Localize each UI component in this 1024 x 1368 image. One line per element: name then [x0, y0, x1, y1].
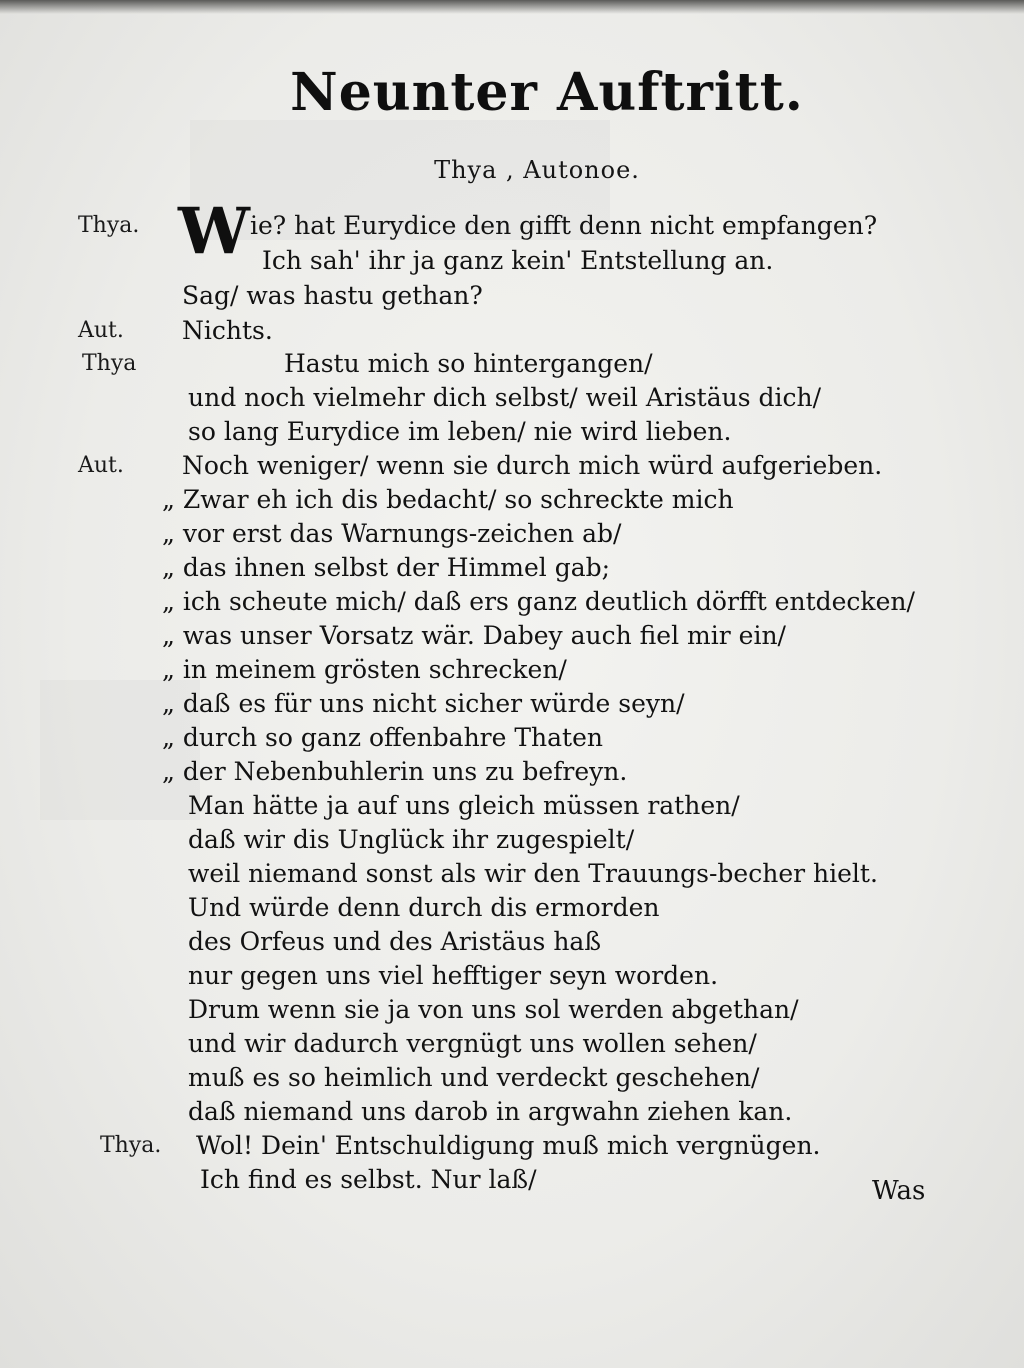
verse-line	[0, 518, 1024, 550]
speaker-label: Thya.	[78, 213, 140, 238]
verse-line	[0, 1164, 1024, 1196]
verse-text: daß niemand uns darob in argwahn ziehen kan.	[188, 1097, 793, 1126]
verse-text: Sag/ was hastu gethan?	[182, 281, 483, 310]
catchword: Was	[872, 1176, 926, 1206]
verse-line	[0, 1028, 1024, 1060]
verse-line	[0, 348, 1024, 380]
speaker-label: Thya.	[100, 1133, 162, 1158]
verse-text: „ Zwar eh ich dis bedacht/ so schreckte mich	[162, 485, 734, 514]
verse-line	[0, 722, 1024, 754]
verse-text: und wir dadurch vergnügt uns wollen sehen/	[188, 1029, 757, 1058]
verse-text: des Orfeus und des Aristäus haß	[188, 927, 602, 956]
drop-cap-initial: W	[178, 194, 250, 269]
verse-text: nur gegen uns viel hefftiger seyn worden.	[188, 961, 719, 990]
verse-line	[0, 892, 1024, 924]
verse-line	[0, 210, 1024, 242]
verse-text: weil niemand sonst als wir den Trauungs-becher hielt.	[188, 859, 878, 888]
verse-line	[0, 416, 1024, 448]
verse-text: „ in meinem grösten schrecken/	[162, 655, 567, 684]
verse-line	[0, 960, 1024, 992]
verse-line	[0, 1096, 1024, 1128]
speaker-label: Aut.	[78, 453, 124, 478]
verse-text: Und würde denn durch dis ermorden	[188, 893, 660, 922]
verse-text: so lang Eurydice im leben/ nie wird lieben.	[188, 417, 732, 446]
verse-text: ie? hat Eurydice den gifft denn nicht empfangen?	[250, 211, 878, 240]
verse-line	[0, 790, 1024, 822]
verse-text: Drum wenn sie ja von uns sol werden abgethan/	[188, 995, 799, 1024]
verse-line	[0, 382, 1024, 414]
speaker-label: Thya	[82, 351, 137, 376]
verse-line	[0, 824, 1024, 856]
verse-line	[0, 586, 1024, 618]
verse-text: Noch weniger/ wenn sie durch mich würd aufgerieben.	[182, 451, 883, 480]
verse-line	[0, 450, 1024, 482]
verse-text: Man hätte ja auf uns gleich müssen rathen/	[188, 791, 740, 820]
verse-line	[0, 245, 1024, 277]
verse-text: muß es so heimlich und verdeckt geschehen/	[188, 1063, 760, 1092]
verse-text: „ das ihnen selbst der Himmel gab;	[162, 553, 611, 582]
verse-text: Ich sah' ihr ja ganz kein' Entstellung an.	[262, 246, 774, 275]
verse-text: Hastu mich so hintergangen/	[284, 349, 653, 378]
verse-text: Ich find es selbst. Nur laß/	[200, 1165, 537, 1194]
verse-line	[0, 552, 1024, 584]
verse-line	[0, 858, 1024, 890]
verse-line	[0, 620, 1024, 652]
scene-characters: Thya , Autonoe.	[434, 156, 640, 184]
verse-line	[0, 654, 1024, 686]
verse-line	[0, 315, 1024, 347]
verse-line	[0, 1062, 1024, 1094]
verse-line	[0, 926, 1024, 958]
verse-text: „ ich scheute mich/ daß ers ganz deutlich dörfft entdecken/	[162, 587, 915, 616]
page-top-edge	[0, 0, 1024, 14]
verse-line	[0, 688, 1024, 720]
verse-line	[0, 994, 1024, 1026]
verse-line	[0, 756, 1024, 788]
verse-line	[0, 280, 1024, 312]
verse-text: „ daß es für uns nicht sicher würde seyn/	[162, 689, 685, 718]
verse-text: „ der Nebenbuhlerin uns zu befreyn.	[162, 757, 628, 786]
verse-text: „ durch so ganz offenbahre Thaten	[162, 723, 603, 752]
speaker-label: Aut.	[78, 318, 124, 343]
verse-text: Nichts.	[182, 316, 273, 345]
scene-title: Neunter Auftritt.	[290, 62, 804, 123]
verse-text: „ vor erst das Warnungs-zeichen ab/	[162, 519, 622, 548]
verse-line	[0, 484, 1024, 516]
verse-line	[0, 1130, 1024, 1162]
verse-text: „ was unser Vorsatz wär. Dabey auch fiel mir ein/	[162, 621, 786, 650]
verse-text: Wol! Dein' Entschuldigung muß mich vergnügen.	[196, 1131, 821, 1160]
verse-text: und noch vielmehr dich selbst/ weil Aristäus dich/	[188, 383, 821, 412]
verse-text: daß wir dis Unglück ihr zugespielt/	[188, 825, 635, 854]
